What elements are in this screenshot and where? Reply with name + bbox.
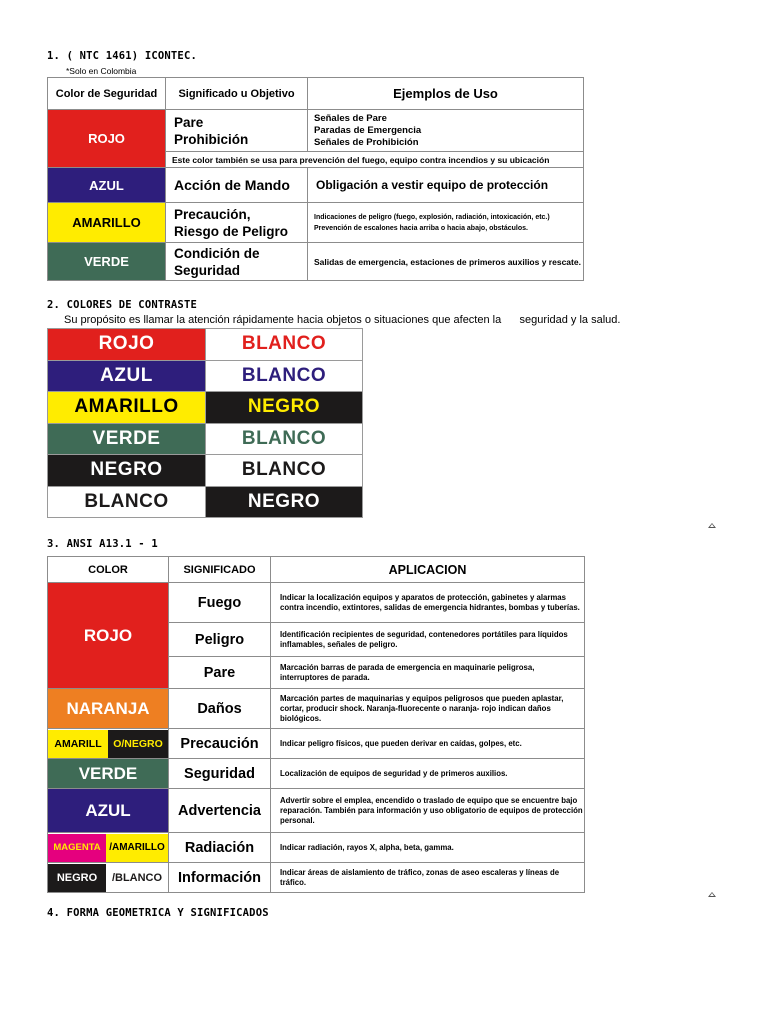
table-row	[48, 168, 584, 203]
table-row	[48, 110, 584, 152]
split-left: AMARILL	[48, 730, 108, 758]
scroll-up-icon[interactable]	[708, 523, 716, 528]
contrast-right-cell: BLANCO	[206, 423, 363, 455]
split-right: O/NEGRO	[108, 730, 168, 758]
contrast-left-cell: VERDE	[48, 423, 206, 455]
contrast-left-cell: AZUL	[48, 360, 206, 392]
meaning-cell: Pare Prohibición	[166, 110, 308, 152]
application-cell: Indicar peligro físicos, que pueden derivar en caídas, golpes, etc.	[271, 729, 585, 759]
color-swatch-yellow: AMARILLO	[48, 203, 166, 243]
section-1-heading: 1. ( NTC 1461) ICONTEC.	[47, 50, 197, 62]
table-row	[48, 203, 584, 243]
color-swatch-blue: AZUL	[48, 168, 166, 203]
color-cell-yellow-black	[48, 729, 169, 759]
table-header-row	[48, 557, 585, 583]
application-cell: Marcación barras de parada de emergencia en maquinarie peligrosa, interruptores de parada.	[271, 657, 585, 689]
examples-cell: Señales de Pare Paradas de Emergencia Señales de Prohibición	[308, 110, 584, 152]
header-meaning: Significado u Objetivo	[166, 78, 308, 110]
application-cell: Localización de equipos de seguridad y de primeros auxilios.	[271, 759, 585, 789]
contrast-right-cell: BLANCO	[206, 329, 363, 361]
header-examples: Ejemplos de Uso	[308, 78, 584, 110]
meaning-cell: Precaución, Riesgo de Peligro	[166, 203, 308, 243]
meaning-cell: Seguridad	[169, 759, 271, 789]
table-row	[48, 729, 585, 759]
contrast-row	[48, 455, 363, 487]
application-cell: Indicar la localización equipos y aparatos de protección, gabinetes y alarmas contra incendio, extintores, salidas de emergencia hidrantes, bombas y tuberías.	[271, 583, 585, 623]
contrast-row	[48, 486, 363, 518]
meaning-cell: Advertencia	[169, 789, 271, 833]
application-cell: Indicar radiación, rayos X, alpha, beta, gamma.	[271, 833, 585, 863]
fire-note-cell: Este color también se usa para prevención del fuego, equipo contra incendios y su ubicación	[166, 152, 584, 168]
contrast-right-cell: BLANCO	[206, 360, 363, 392]
color-cell-blue: AZUL	[48, 789, 169, 833]
table-row	[48, 689, 585, 729]
section-3-heading: 3. ANSI A13.1 - 1	[47, 538, 158, 550]
meaning-cell: Radiación	[169, 833, 271, 863]
color-cell-orange: NARANJA	[48, 689, 169, 729]
contrast-row	[48, 423, 363, 455]
colombia-note: *Solo en Colombia	[66, 66, 137, 76]
split-left: MAGENTA	[48, 834, 106, 862]
contrast-row	[48, 360, 363, 392]
table-row	[48, 863, 585, 893]
scroll-up-icon[interactable]	[708, 892, 716, 897]
meaning-cell: Acción de Mando	[166, 168, 308, 203]
color-swatch-green: VERDE	[48, 243, 166, 281]
application-cell: Advertir sobre el emplea, encendido o traslado de equipo que se encuentre bajo reparación. También para información y uso obligatorio de equipos de protección personal.	[271, 789, 585, 833]
ansi-a13-table	[47, 556, 585, 893]
table-header-row	[48, 78, 584, 110]
meaning-cell: Información	[169, 863, 271, 893]
contrast-row	[48, 329, 363, 361]
section-2-heading: 2. COLORES DE CONTRASTE	[47, 299, 197, 311]
table-row	[48, 759, 585, 789]
examples-cell: Indicaciones de peligro (fuego, explosión, radiación, intoxicación, etc.) Prevención de escalones hacia arriba o hacia abajo, obstáculos.	[308, 203, 584, 243]
table-row	[48, 243, 584, 281]
meaning-cell: Precaución	[169, 729, 271, 759]
meaning-cell: Condición de Seguridad	[166, 243, 308, 281]
split-left: NEGRO	[48, 864, 106, 892]
contrast-right-cell: BLANCO	[206, 455, 363, 487]
header-application: APLICACION	[271, 557, 585, 583]
section-4-heading: 4. FORMA GEOMETRICA Y SIGNIFICADOS	[47, 907, 269, 919]
contrast-left-cell: AMARILLO	[48, 392, 206, 424]
ntc-1461-table	[47, 77, 584, 281]
contrast-right-cell: NEGRO	[206, 392, 363, 424]
header-meaning: SIGNIFICADO	[169, 557, 271, 583]
contrast-row	[48, 392, 363, 424]
examples-cell: Obligación a vestir equipo de protección	[308, 168, 584, 203]
application-cell: Identificación recipientes de seguridad, contenedores portátiles para líquidos inflamables, señales de peligro.	[271, 623, 585, 657]
meaning-cell: Fuego	[169, 583, 271, 623]
color-cell-black-white	[48, 863, 169, 893]
table-row	[48, 583, 585, 623]
meaning-cell: Peligro	[169, 623, 271, 657]
contrast-left-cell: ROJO	[48, 329, 206, 361]
table-row	[48, 789, 585, 833]
table-row	[48, 833, 585, 863]
color-swatch-red: ROJO	[48, 110, 166, 168]
meaning-cell: Daños	[169, 689, 271, 729]
color-cell-green: VERDE	[48, 759, 169, 789]
contrast-colors-table	[47, 328, 363, 518]
color-cell-red: ROJO	[48, 583, 169, 689]
contrast-right-cell: NEGRO	[206, 486, 363, 518]
split-right: /BLANCO	[106, 864, 168, 892]
application-cell: Marcación partes de maquinarias y equipos peligrosos que pueden aplastar, cortar, producir shock. Naranja-fluorecente o naranja- rojo indican daños biológicos.	[271, 689, 585, 729]
examples-cell: Salidas de emergencia, estaciones de primeros auxilios y rescate.	[308, 243, 584, 281]
header-color: Color de Seguridad	[48, 78, 166, 110]
meaning-cell: Pare	[169, 657, 271, 689]
contrast-left-cell: NEGRO	[48, 455, 206, 487]
header-color: COLOR	[48, 557, 169, 583]
contrast-description: Su propósito es llamar la atención rápidamente hacia objetos o situaciones que afecten la seguridad y la salud.	[64, 314, 621, 326]
application-cell: Indicar áreas de aislamiento de tráfico, zonas de aseo escaleras y líneas de tráfico.	[271, 863, 585, 893]
split-right: /AMARILLO	[106, 834, 168, 862]
contrast-left-cell: BLANCO	[48, 486, 206, 518]
color-cell-magenta-yellow	[48, 833, 169, 863]
